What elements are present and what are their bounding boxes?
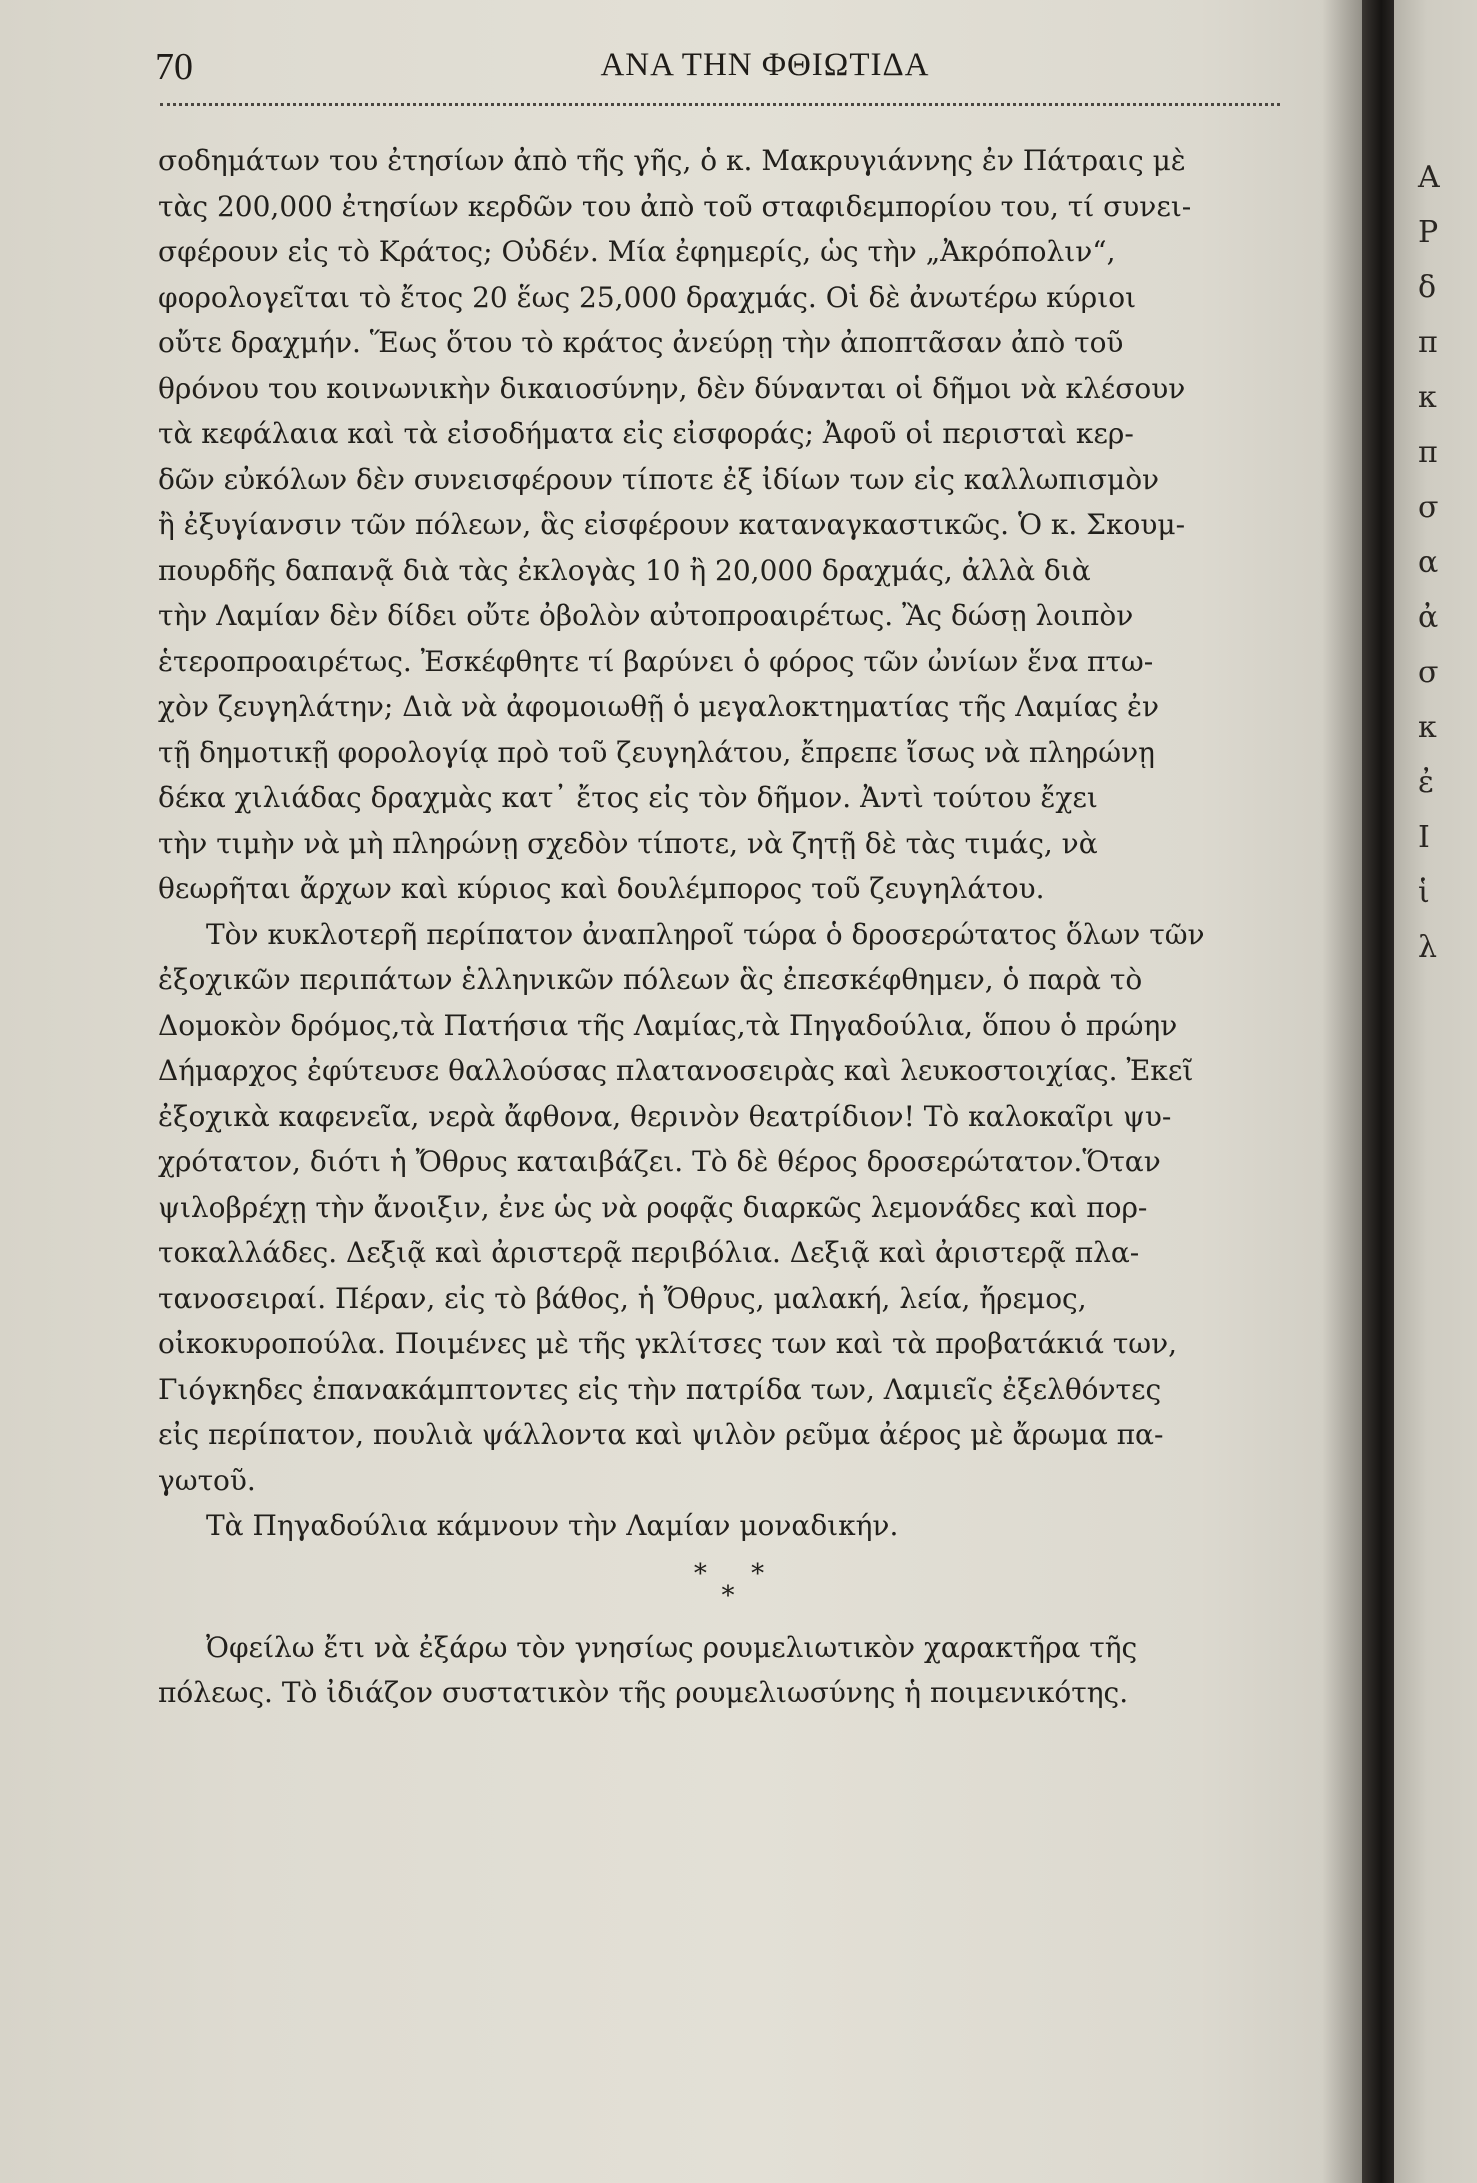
body-text [158, 138, 1298, 1716]
section-asterism [158, 1558, 1298, 1611]
text-line: τὴν τιμὴν νὰ μὴ πληρώνῃ σχεδὸν τίποτε, νὰ ζητῇ δὲ τὰς τιμάς, νὰ [158, 826, 1098, 860]
text-line: τὰς 200,000 ἐτησίων κερδῶν του ἀπὸ τοῦ σταφιδεμπορίου του, τί συνει- [158, 189, 1192, 223]
header-rule [160, 103, 1280, 106]
text-line: τοκαλλάδες. Δεξιᾷ καὶ ἀριστερᾷ περιβόλια. Δεξιᾷ καὶ ἀριστερᾷ πλα- [158, 1236, 1140, 1269]
text-line: γωτοῦ. [158, 1463, 256, 1497]
text-line: τὴν Λαμίαν δὲν δίδει οὔτε ὀβολὸν αὐτοπροαιρέτως. Ἂς δώσῃ λοιπὸν [158, 599, 1134, 632]
text-line: οἰκοκυροπούλα. Ποιμένες μὲ τῆς γκλίτσες των καὶ τὰ προβατάκιά των, [158, 1327, 1178, 1360]
text-line: σφέρουν εἰς τὸ Κράτος; Οὐδέν. Μία ἐφημερίς, ὡς τὴν „Ἀκρόπολιν“, [158, 235, 1116, 268]
text-line: τὰ κεφάλαια καὶ τὰ εἰσοδήματα εἰς εἰσφοράς; Ἀφοῦ οἱ περισταὶ κερ- [158, 417, 1134, 450]
facing-page-letter: κ [1418, 380, 1437, 415]
facing-page-letter: σ [1418, 655, 1439, 690]
text-line: πουρδῆς δαπανᾷ διὰ τὰς ἐκλογὰς 10 ἢ 20,000 δραχμάς, ἀλλὰ διὰ [158, 553, 1091, 587]
facing-page-letter: κ [1418, 710, 1437, 745]
facing-page-letter: ἐ [1418, 765, 1435, 800]
text-line: Τὸν κυκλοτερῆ περίπατον ἀναπληροῖ τώρα ὁ δροσερώτατος ὅλων τῶν [206, 917, 1205, 951]
text-line: ἢ ἐξυγίανσιν τῶν πόλεων, ἃς εἰσφέρουν καταναγκαστικῶς. Ὁ κ. Σκουμ- [158, 508, 1186, 541]
text-line: Ὀφείλω ἔτι νὰ ἐξάρω τὸν γνησίως ρουμελιωτικὸν χαρακτῆρα τῆς [206, 1630, 1138, 1664]
facing-page-letter: α [1418, 545, 1439, 580]
paragraph [158, 1625, 1298, 1716]
text-line: θεωρῆται ἄρχων καὶ κύριος καὶ δουλέμπορος τοῦ ζευγηλάτου. [158, 872, 1045, 905]
running-title: ΑΝΑ ΤΗΝ ΦΘΙΩΤΙΔΑ [600, 47, 930, 83]
page-number: 70 [155, 46, 193, 88]
text-line: θρόνου του κοινωνικὴν δικαιοσύνην, δὲν δύνανται οἱ δῆμοι νὰ κλέσουν [158, 371, 1186, 405]
facing-page-letter: σ [1418, 490, 1439, 525]
facing-page-letter: δ [1418, 270, 1437, 305]
facing-page-letter: ἀ [1418, 600, 1439, 635]
text-line: δέκα χιλιάδας δραχμὰς κατ᾽ ἔτος εἰς τὸν δῆμον. Ἀντὶ τούτου ἔχει [158, 781, 1098, 814]
paragraph [158, 912, 1298, 1504]
facing-page-letter: π [1418, 435, 1438, 470]
text-line: χρότατον, διότι ἡ Ὄθρυς καταιβάζει. Τὸ δὲ θέρος δροσερώτατον.Ὅταν [158, 1145, 1161, 1178]
paragraph [158, 138, 1298, 912]
facing-page-letter: Ι [1418, 820, 1430, 855]
text-line: χὸν ζευγηλάτην; Διὰ νὰ ἀφομοιωθῇ ὁ μεγαλοκτηματίας τῆς Λαμίας ἐν [158, 690, 1160, 723]
text-line: δῶν εὐκόλων δὲν συνεισφέρουν τίποτε ἐξ ἰδίων των εἰς καλλωπισμὸν [158, 462, 1160, 496]
facing-page-letter: Α [1418, 160, 1440, 195]
page-header [150, 45, 1290, 95]
book-gutter [1362, 0, 1394, 2183]
text-line: πόλεως. Τὸ ἰδιάζον συστατικὸν τῆς ρουμελιωσύνης ἡ ποιμενικότης. [158, 1676, 1129, 1709]
text-line: Γιόγκηδες ἐπανακάμπτοντες εἰς τὴν πατρίδα των, Λαμιεῖς ἐξελθόντες [158, 1372, 1162, 1406]
paragraph [158, 1503, 1298, 1549]
text-line: Δήμαρχος ἐφύτευσε θαλλούσας πλατανοσειρὰς καὶ λευκοστοιχίας. Ἐκεῖ [158, 1054, 1194, 1087]
text-line: ἐξοχικῶν περιπάτων ἑλληνικῶν πόλεων ἃς ἐπεσκέφθημεν, ὁ παρὰ τὸ [158, 963, 1143, 996]
text-line: ἐξοχικὰ καφενεῖα, νερὰ ἄφθονα, θερινὸν θεατρίδιον! Τὸ καλοκαῖρι ψυ- [158, 1099, 1172, 1133]
text-line: Τὰ Πηγαδούλια κάμνουν τὴν Λαμίαν μοναδικήν. [206, 1509, 899, 1542]
text-line: ἑτεροπροαιρέτως. Ἐσκέφθητε τί βαρύνει ὁ φόρος τῶν ὠνίων ἕνα πτω- [158, 644, 1154, 678]
facing-page-letter: λ [1418, 930, 1438, 965]
text-line: τανοσειραί. Πέραν, εἰς τὸ βάθος, ἡ Ὄθρυς, μαλακή, λεία, ἤρεμος, [158, 1281, 1087, 1315]
text-line: Δομοκὸν δρόμος,τὰ Πατήσια τῆς Λαμίας,τὰ Πηγαδούλια, ὅπου ὁ πρώην [158, 1008, 1178, 1042]
asterism-row: * * [693, 1558, 783, 1589]
text-line: σοδημάτων του ἐτησίων ἀπὸ τῆς γῆς, ὁ κ. Μακρυγιάννης ἐν Πάτραις μὲ [158, 144, 1186, 177]
facing-page-letter: π [1418, 325, 1438, 360]
facing-page-edge [1394, 0, 1477, 2183]
text-line: ψιλοβρέχῃ τὴν ἄνοιξιν, ἐνε ὡς νὰ ροφᾷς διαρκῶς λεμονάδες καὶ πορ- [158, 1190, 1148, 1224]
text-line: εἰς περίπατον, πουλιὰ ψάλλοντα καὶ ψιλὸν ρεῦμα ἀέρος μὲ ἄρωμα πα- [158, 1418, 1164, 1451]
asterism-row: * [721, 1580, 735, 1611]
text-line: οὔτε δραχμήν. Ἕως ὅτου τὸ κράτος ἀνεύρῃ τὴν ἀποπτᾶσαν ἀπὸ τοῦ [158, 326, 1124, 359]
text-line: φορολογεῖται τὸ ἔτος 20 ἕως 25,000 δραχμάς. Οἱ δὲ ἀνωτέρω κύριοι [158, 280, 1137, 314]
text-line: τῇ δημοτικῇ φορολογίᾳ πρὸ τοῦ ζευγηλάτου, ἔπρεπε ἴσως νὰ πληρώνῃ [158, 735, 1155, 769]
facing-page-letter: ἱ [1418, 875, 1430, 910]
facing-page-letter: Ρ [1418, 215, 1439, 250]
